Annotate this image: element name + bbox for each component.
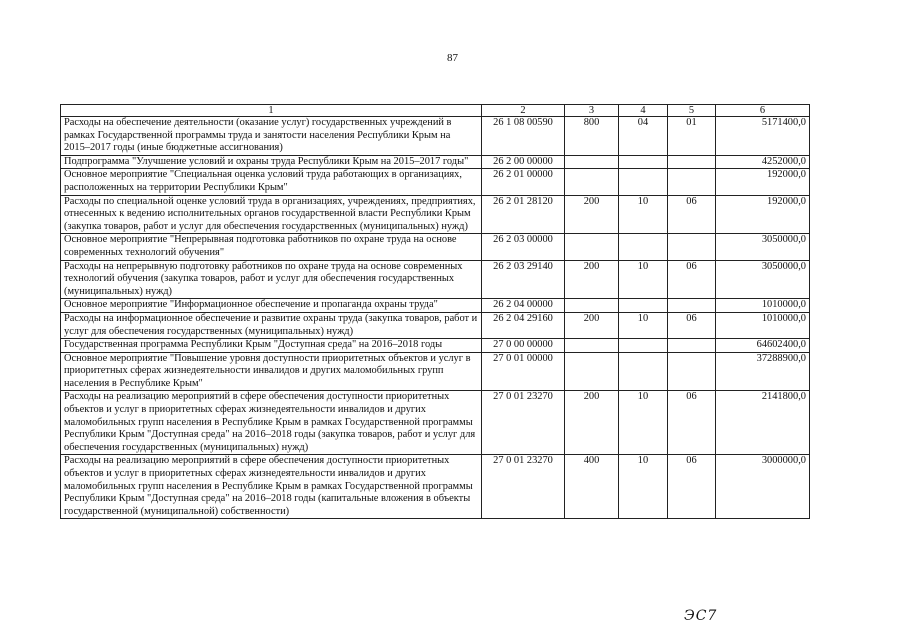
row-expense-type: 400 (565, 455, 619, 519)
page-number: 87 (447, 52, 458, 64)
row-expense-type: 200 (565, 312, 619, 338)
row-amount: 37288900,0 (716, 352, 810, 391)
row-amount: 3050000,0 (716, 234, 810, 260)
row-section: 04 (619, 117, 668, 156)
row-csr-code: 27 0 01 00000 (482, 352, 565, 391)
row-subsection: 01 (668, 117, 716, 156)
table-row (61, 455, 810, 519)
table-row (61, 195, 810, 234)
row-csr-code: 26 1 08 00590 (482, 117, 565, 156)
row-name: Расходы по специальной оценке условий труда в организациях, учреждениях, предприятиях, отнесенных к ведению исполнительных органов государственной власти Республики Крым (закупка товаров, работ и услуг для обеспечения государственных (муниципальных) нужд) (61, 195, 482, 234)
header-col-6: 6 (716, 105, 810, 117)
row-section (619, 169, 668, 195)
header-col-5: 5 (668, 105, 716, 117)
row-section (619, 299, 668, 313)
row-subsection: 06 (668, 391, 716, 455)
row-subsection: 06 (668, 195, 716, 234)
row-amount: 192000,0 (716, 195, 810, 234)
row-amount: 1010000,0 (716, 312, 810, 338)
header-col-1: 1 (61, 105, 482, 117)
row-expense-type (565, 169, 619, 195)
row-csr-code: 27 0 01 23270 (482, 391, 565, 455)
table-row (61, 234, 810, 260)
row-csr-code: 26 2 03 29140 (482, 260, 565, 299)
row-subsection: 06 (668, 312, 716, 338)
row-section: 10 (619, 195, 668, 234)
row-name: Подпрограмма "Улучшение условий и охраны труда Республики Крым на 2015–2017 годы" (61, 155, 482, 169)
row-section (619, 234, 668, 260)
header-col-3: 3 (565, 105, 619, 117)
row-name: Основное мероприятие "Информационное обеспечение и пропаганда охраны труда" (61, 299, 482, 313)
row-subsection (668, 339, 716, 353)
table-body (61, 105, 810, 519)
row-amount: 2141800,0 (716, 391, 810, 455)
table-row (61, 352, 810, 391)
row-amount: 5171400,0 (716, 117, 810, 156)
row-expense-type (565, 352, 619, 391)
row-csr-code: 26 2 01 00000 (482, 169, 565, 195)
row-name: Государственная программа Республики Крым "Доступная среда" на 2016–2018 годы (61, 339, 482, 353)
row-name: Расходы на информационное обеспечение и развитие охраны труда (закупка товаров, работ и услуг для обеспечения государственных (муниципальных) нужд) (61, 312, 482, 338)
row-amount: 4252000,0 (716, 155, 810, 169)
row-amount: 192000,0 (716, 169, 810, 195)
budget-table (60, 104, 810, 519)
row-amount: 3000000,0 (716, 455, 810, 519)
table-row (61, 117, 810, 156)
row-subsection: 06 (668, 455, 716, 519)
row-name: Расходы на обеспечение деятельности (оказание услуг) государственных учреждений в рамках Государственной программы труда и занятости населения Республики Крым на 2015–2017 годы (иные бюджетные ассигнования) (61, 117, 482, 156)
row-subsection: 06 (668, 260, 716, 299)
row-amount: 64602400,0 (716, 339, 810, 353)
table-row (61, 339, 810, 353)
row-name: Расходы на реализацию мероприятий в сфере обеспечения доступности приоритетных объектов и услуг в приоритетных сферах жизнедеятельности инвалидов и других маломобильных групп населения в Республике Крым в рамках Государственной программы Республики Крым "Доступная среда" на 2016–2018 годы (капитальные вложения в объекты государственной (муниципальной) собственности) (61, 455, 482, 519)
row-amount: 3050000,0 (716, 260, 810, 299)
row-name: Расходы на реализацию мероприятий в сфере обеспечения доступности приоритетных объектов и услуг в приоритетных сферах жизнедеятельности инвалидов и других маломобильных групп населения в Республике Крым в рамках Государственной программы Республики Крым "Доступная среда" на 2016–2018 годы (закупка товаров, работ и услуг для обеспечения государственных (муниципальных) нужд) (61, 391, 482, 455)
row-section (619, 352, 668, 391)
row-expense-type (565, 234, 619, 260)
row-name: Основное мероприятие "Специальная оценка условий труда работающих в организациях, расположенных на территории Республики Крым" (61, 169, 482, 195)
table-row (61, 260, 810, 299)
row-csr-code: 27 0 01 23270 (482, 455, 565, 519)
table-row (61, 312, 810, 338)
row-csr-code: 26 2 04 29160 (482, 312, 565, 338)
table-row (61, 169, 810, 195)
row-section (619, 155, 668, 169)
row-expense-type: 200 (565, 260, 619, 299)
row-csr-code: 26 2 03 00000 (482, 234, 565, 260)
row-subsection (668, 169, 716, 195)
header-col-4: 4 (619, 105, 668, 117)
row-amount: 1010000,0 (716, 299, 810, 313)
row-subsection (668, 234, 716, 260)
row-expense-type: 200 (565, 195, 619, 234)
row-csr-code: 26 2 00 00000 (482, 155, 565, 169)
row-name: Основное мероприятие "Непрерывная подготовка работников по охране труда на основе современных технологий обучения" (61, 234, 482, 260)
row-csr-code: 26 2 04 00000 (482, 299, 565, 313)
row-expense-type (565, 299, 619, 313)
row-subsection (668, 155, 716, 169)
row-csr-code: 26 2 01 28120 (482, 195, 565, 234)
table-row (61, 391, 810, 455)
row-expense-type (565, 155, 619, 169)
row-section: 10 (619, 260, 668, 299)
row-section: 10 (619, 312, 668, 338)
header-col-2: 2 (482, 105, 565, 117)
table-row (61, 299, 810, 313)
row-section: 10 (619, 391, 668, 455)
row-section (619, 339, 668, 353)
row-section: 10 (619, 455, 668, 519)
row-csr-code: 27 0 00 00000 (482, 339, 565, 353)
handwritten-signature: ЭС7 (684, 608, 718, 624)
table-header-row (61, 105, 810, 117)
row-expense-type: 200 (565, 391, 619, 455)
row-expense-type (565, 339, 619, 353)
row-subsection (668, 299, 716, 313)
row-name: Расходы на непрерывную подготовку работников по охране труда на основе современных технологий обучения (закупка товаров, работ и услуг для обеспечения государственных (муниципальных) нужд) (61, 260, 482, 299)
row-name: Основное мероприятие "Повышение уровня доступности приоритетных объектов и услуг в приоритетных сферах жизнедеятельности инвалидов и других маломобильных групп населения в Республике Крым" (61, 352, 482, 391)
row-expense-type: 800 (565, 117, 619, 156)
table-row (61, 155, 810, 169)
row-subsection (668, 352, 716, 391)
